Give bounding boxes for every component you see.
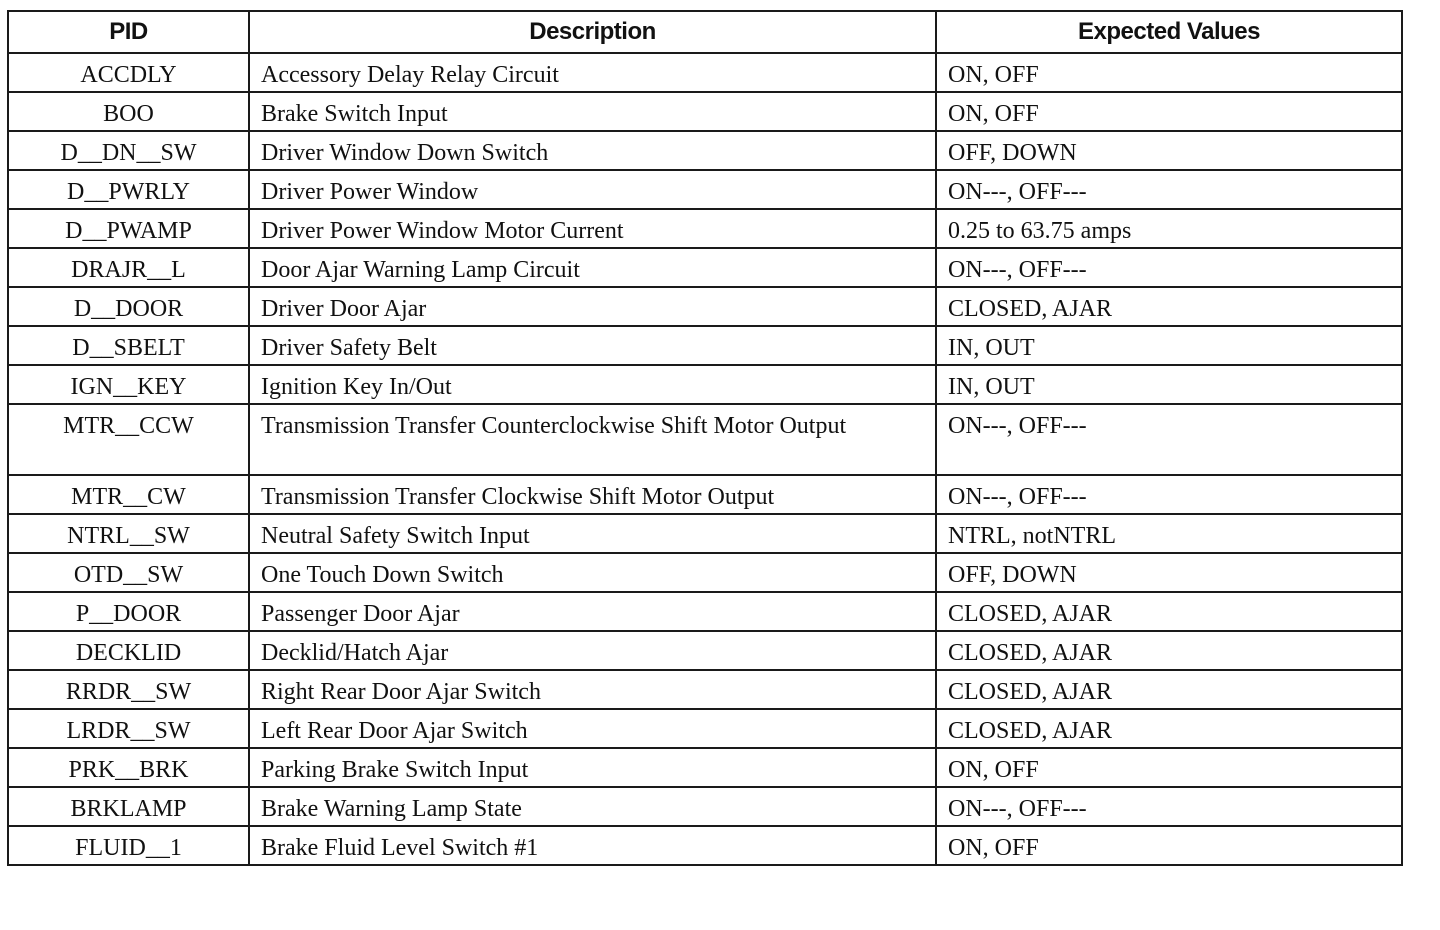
cell-pid: D__PWAMP — [8, 209, 249, 248]
table-row — [8, 92, 1402, 131]
cell-pid: OTD__SW — [8, 553, 249, 592]
table-row — [8, 326, 1402, 365]
cell-expected-values: ON---, OFF--- — [936, 787, 1402, 826]
cell-expected-values: CLOSED, AJAR — [936, 592, 1402, 631]
cell-description: One Touch Down Switch — [249, 553, 936, 592]
cell-expected-values: IN, OUT — [936, 365, 1402, 404]
cell-description: Door Ajar Warning Lamp Circuit — [249, 248, 936, 287]
cell-pid: PRK__BRK — [8, 748, 249, 787]
cell-pid: BRKLAMP — [8, 787, 249, 826]
cell-description: Parking Brake Switch Input — [249, 748, 936, 787]
table-row — [8, 787, 1402, 826]
header-expected-values: Expected Values — [936, 11, 1402, 53]
header-pid: PID — [8, 11, 249, 53]
cell-expected-values: OFF, DOWN — [936, 131, 1402, 170]
cell-description: Decklid/Hatch Ajar — [249, 631, 936, 670]
cell-expected-values: CLOSED, AJAR — [936, 709, 1402, 748]
cell-expected-values: OFF, DOWN — [936, 553, 1402, 592]
table-row — [8, 53, 1402, 92]
cell-pid: D__SBELT — [8, 326, 249, 365]
cell-pid: D__DOOR — [8, 287, 249, 326]
cell-expected-values: ON---, OFF--- — [936, 475, 1402, 514]
cell-description: Left Rear Door Ajar Switch — [249, 709, 936, 748]
cell-expected-values: CLOSED, AJAR — [936, 631, 1402, 670]
table-row — [8, 404, 1402, 475]
cell-expected-values: IN, OUT — [936, 326, 1402, 365]
cell-description: Neutral Safety Switch Input — [249, 514, 936, 553]
table-row — [8, 209, 1402, 248]
cell-expected-values: ON, OFF — [936, 748, 1402, 787]
cell-pid: DECKLID — [8, 631, 249, 670]
cell-expected-values: NTRL, notNTRL — [936, 514, 1402, 553]
cell-description: Transmission Transfer Counterclockwise Shift Motor Output — [249, 404, 936, 475]
cell-description: Right Rear Door Ajar Switch — [249, 670, 936, 709]
cell-pid: ACCDLY — [8, 53, 249, 92]
table-row — [8, 553, 1402, 592]
cell-expected-values: ON---, OFF--- — [936, 404, 1402, 475]
cell-expected-values: 0.25 to 63.75 amps — [936, 209, 1402, 248]
cell-expected-values: ON, OFF — [936, 92, 1402, 131]
cell-description: Driver Power Window Motor Current — [249, 209, 936, 248]
cell-description: Driver Safety Belt — [249, 326, 936, 365]
cell-description: Driver Window Down Switch — [249, 131, 936, 170]
table-row — [8, 670, 1402, 709]
cell-description: Ignition Key In/Out — [249, 365, 936, 404]
cell-pid: D__DN__SW — [8, 131, 249, 170]
cell-description: Brake Switch Input — [249, 92, 936, 131]
table-row — [8, 365, 1402, 404]
cell-pid: BOO — [8, 92, 249, 131]
table-row — [8, 631, 1402, 670]
cell-description: Accessory Delay Relay Circuit — [249, 53, 936, 92]
table-row — [8, 709, 1402, 748]
cell-pid: IGN__KEY — [8, 365, 249, 404]
table-row — [8, 287, 1402, 326]
cell-expected-values: ON, OFF — [936, 53, 1402, 92]
table-row — [8, 170, 1402, 209]
cell-description: Brake Warning Lamp State — [249, 787, 936, 826]
header-row — [8, 11, 1402, 53]
cell-description: Brake Fluid Level Switch #1 — [249, 826, 936, 865]
cell-description: Transmission Transfer Clockwise Shift Motor Output — [249, 475, 936, 514]
cell-expected-values: ON---, OFF--- — [936, 170, 1402, 209]
cell-pid: P__DOOR — [8, 592, 249, 631]
cell-pid: NTRL__SW — [8, 514, 249, 553]
cell-description: Driver Power Window — [249, 170, 936, 209]
cell-description: Passenger Door Ajar — [249, 592, 936, 631]
table-row — [8, 748, 1402, 787]
cell-expected-values: ON---, OFF--- — [936, 248, 1402, 287]
cell-expected-values: CLOSED, AJAR — [936, 670, 1402, 709]
table-row — [8, 475, 1402, 514]
cell-description: Driver Door Ajar — [249, 287, 936, 326]
cell-expected-values: ON, OFF — [936, 826, 1402, 865]
cell-pid: MTR__CCW — [8, 404, 249, 475]
pid-table — [7, 10, 1403, 866]
cell-pid: MTR__CW — [8, 475, 249, 514]
cell-pid: DRAJR__L — [8, 248, 249, 287]
cell-pid: D__PWRLY — [8, 170, 249, 209]
table-row — [8, 826, 1402, 865]
table-row — [8, 514, 1402, 553]
cell-pid: RRDR__SW — [8, 670, 249, 709]
cell-pid: LRDR__SW — [8, 709, 249, 748]
table-row — [8, 248, 1402, 287]
table-row — [8, 131, 1402, 170]
header-description: Description — [249, 11, 936, 53]
cell-expected-values: CLOSED, AJAR — [936, 287, 1402, 326]
cell-pid: FLUID__1 — [8, 826, 249, 865]
table-row — [8, 592, 1402, 631]
